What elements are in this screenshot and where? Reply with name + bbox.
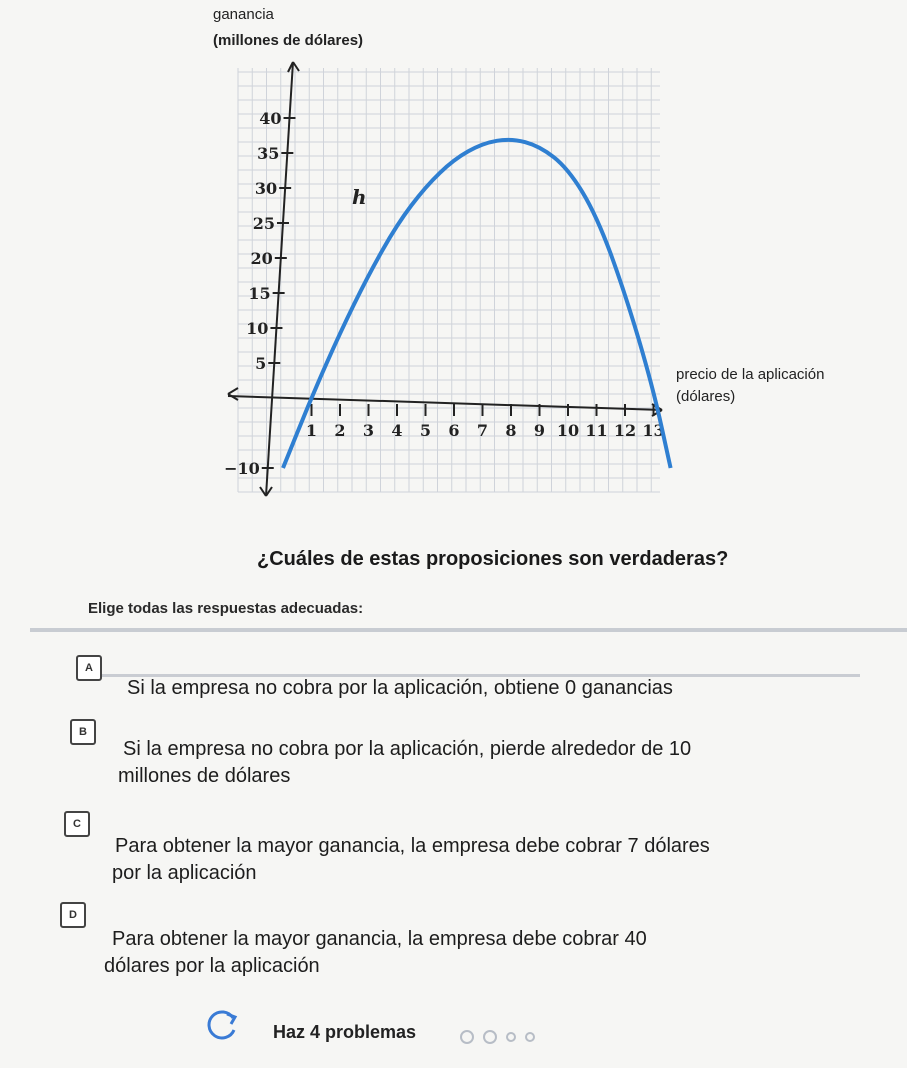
option-c-checkbox[interactable]: C (64, 811, 90, 837)
y-tick-label: 10 (246, 319, 269, 338)
question-text: ¿Cuáles de estas proposiciones son verdaderas? (257, 548, 729, 570)
x-tick-label: 1 (305, 421, 318, 440)
y-tick-label: 5 (255, 354, 267, 373)
x-tick-label: 11 (585, 421, 608, 440)
y-tick-label: 40 (259, 109, 282, 128)
y-tick-label: 30 (254, 179, 278, 198)
option-a-checkbox[interactable]: A (76, 655, 102, 681)
x-axis-subtitle: (dólares) (676, 388, 736, 405)
option-d-checkbox[interactable]: D (60, 902, 86, 928)
x-tick-label: 13 (642, 421, 665, 440)
h-curve (283, 140, 671, 468)
progress-dot (525, 1032, 535, 1042)
option-b-text-line2[interactable]: millones de dólares (118, 765, 291, 787)
x-tick-label: 9 (533, 421, 546, 440)
progress-dots (460, 1030, 535, 1044)
y-axis-subtitle: (millones de dólares) (213, 32, 364, 49)
x-tick-label: 7 (476, 421, 489, 440)
y-tick-label: 35 (257, 144, 280, 163)
y-tick-label: 15 (248, 284, 271, 303)
x-tick-label: 2 (334, 421, 346, 440)
option-b-checkbox[interactable]: B (70, 719, 96, 745)
x-axis-title: precio de la aplicación (676, 366, 825, 383)
x-tick-label: 6 (448, 421, 460, 440)
function-label-h: h (352, 185, 367, 209)
y-tick-label: −10 (224, 459, 260, 478)
y-axis-title: ganancia (213, 6, 274, 23)
x-tick-label: 8 (505, 421, 517, 440)
problem-count-label: Haz 4 problemas (273, 1022, 417, 1042)
tick-labels (224, 109, 665, 478)
x-tick-label: 4 (391, 421, 403, 440)
option-d-text-line1[interactable]: Para obtener la mayor ganancia, la empresa debe cobrar 40 (112, 928, 647, 950)
y-tick-label: 25 (252, 214, 275, 233)
x-tick-label: 12 (613, 421, 637, 440)
option-a-text[interactable]: Si la empresa no cobra por la aplicación, obtiene 0 ganancias (127, 677, 673, 699)
option-c-text-line2[interactable]: por la aplicación (112, 862, 257, 884)
refresh-icon[interactable] (205, 1010, 239, 1040)
x-tick-label: 10 (556, 421, 580, 440)
progress-dot (506, 1032, 516, 1042)
x-tick-label: 3 (362, 421, 375, 440)
option-c-text-line1[interactable]: Para obtener la mayor ganancia, la empresa debe cobrar 7 dólares (115, 835, 710, 857)
x-tick-label: 5 (419, 421, 432, 440)
option-b-text-line1[interactable]: Si la empresa no cobra por la aplicación, pierde alrededor de 10 (123, 738, 692, 760)
divider (30, 628, 907, 632)
x-axis-arrow-left (228, 388, 238, 400)
instruction-text: Elige todas las respuestas adecuadas: (88, 600, 364, 617)
y-tick-label: 20 (250, 249, 273, 268)
option-d-text-line2[interactable]: dólares por la aplicación (104, 955, 320, 977)
profit-graph (0, 0, 907, 520)
progress-dot (483, 1030, 497, 1044)
progress-dot (460, 1030, 474, 1044)
